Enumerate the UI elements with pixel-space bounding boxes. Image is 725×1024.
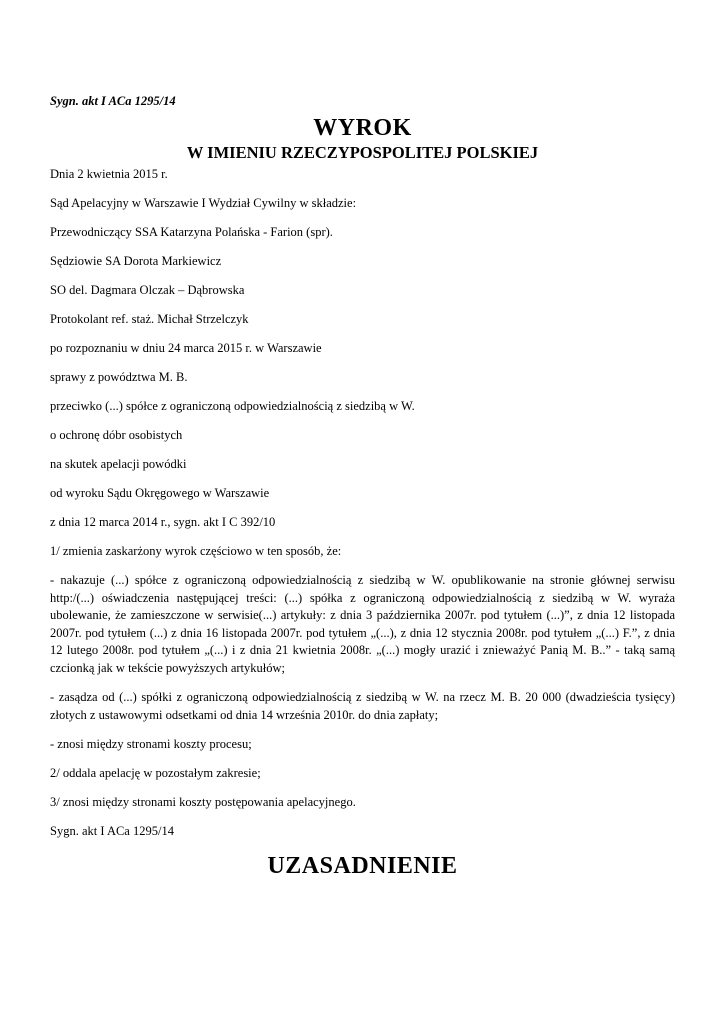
document-subtitle: W IMIENIU RZECZYPOSPOLITEJ POLSKIEJ bbox=[186, 143, 539, 162]
court-reporter: Protokolant ref. staż. Michał Strzelczyk bbox=[50, 312, 249, 326]
ruling-costs: - znosi między stronami koszty procesu; bbox=[50, 737, 252, 751]
plaintiff: sprawy z powództwa M. B. bbox=[50, 370, 188, 384]
ruling-point-3: 3/ znosi między stronami koszty postępowania apelacyjnego. bbox=[50, 795, 356, 809]
ruling-publication-order: - nakazuje (...) spółce z ograniczoną odpowiedzialnością z siedzibą w W. opublikowanie na stronie głównej serwisu http:/(...) oświadczenia następującej treści: (...) spółka z ograniczoną odpowiedzialnością z siedzibą w W. wyraża ubolewanie, że zamieszczone w serwisie(...) artykuły: z dnia 3 października 2007r. pod tytułem (...)”, z dnia 12 listopada 2007r. pod tytułem (...) z dnia 16 listopada 2007r. pod tytułem „(...), z dnia 12 stycznia 2008r. pod tytułem „(...) F.”, z dnia 12 lutego 2008r. pod tytułem „(...) i z dnia 21 kwietnia 2008r. „(...) mogły urazić i znieważyć Panią M. B..” - taką samą czcionką jak w tekście powyższych artykułów; bbox=[50, 573, 675, 675]
case-signature: Sygn. akt I ACa 1295/14 bbox=[50, 94, 176, 108]
defendant: przeciwko (...) spółce z ograniczoną odpowiedzialnością z siedzibą w W. bbox=[50, 399, 415, 413]
court-composition: Sąd Apelacyjny w Warszawie I Wydział Cywilny w składzie: bbox=[50, 196, 357, 210]
lower-court-date: z dnia 12 marca 2014 r., sygn. akt I C 392/10 bbox=[50, 515, 276, 529]
judgment-date: Dnia 2 kwietnia 2015 r. bbox=[50, 167, 168, 181]
justification-heading: UZASADNIENIE bbox=[267, 853, 458, 879]
document-title: WYROK bbox=[313, 115, 412, 141]
ruling-point-1: 1/ zmienia zaskarżony wyrok częściowo w ten sposób, że: bbox=[50, 544, 342, 558]
case-subject: o ochronę dóbr osobistych bbox=[50, 428, 183, 442]
judges: Sędziowie SA Dorota Markiewicz bbox=[50, 254, 222, 268]
case-signature-bottom: Sygn. akt I ACa 1295/14 bbox=[50, 824, 174, 838]
lower-court-judgment: od wyroku Sądu Okręgowego w Warszawie bbox=[50, 486, 270, 500]
ruling-damages: - zasądza od (...) spółki z ograniczoną odpowiedzialnością z siedzibą w W. na rzecz M. B. 20 000 (dwadzieścia tysięcy) złotych z ustawowymi odsetkami od dnia 14 września 2010r. do dnia zapłaty; bbox=[50, 690, 675, 722]
hearing-date: po rozpoznaniu w dniu 24 marca 2015 r. w Warszawie bbox=[50, 341, 322, 355]
ruling-point-2: 2/ oddala apelację w pozostałym zakresie; bbox=[50, 766, 261, 780]
presiding-judge: Przewodniczący SSA Katarzyna Polańska - Farion (spr). bbox=[50, 225, 333, 239]
appeal-basis: na skutek apelacji powódki bbox=[50, 457, 187, 471]
document-page bbox=[50, 92, 675, 880]
delegated-judge: SO del. Dagmara Olczak – Dąbrowska bbox=[50, 283, 245, 297]
